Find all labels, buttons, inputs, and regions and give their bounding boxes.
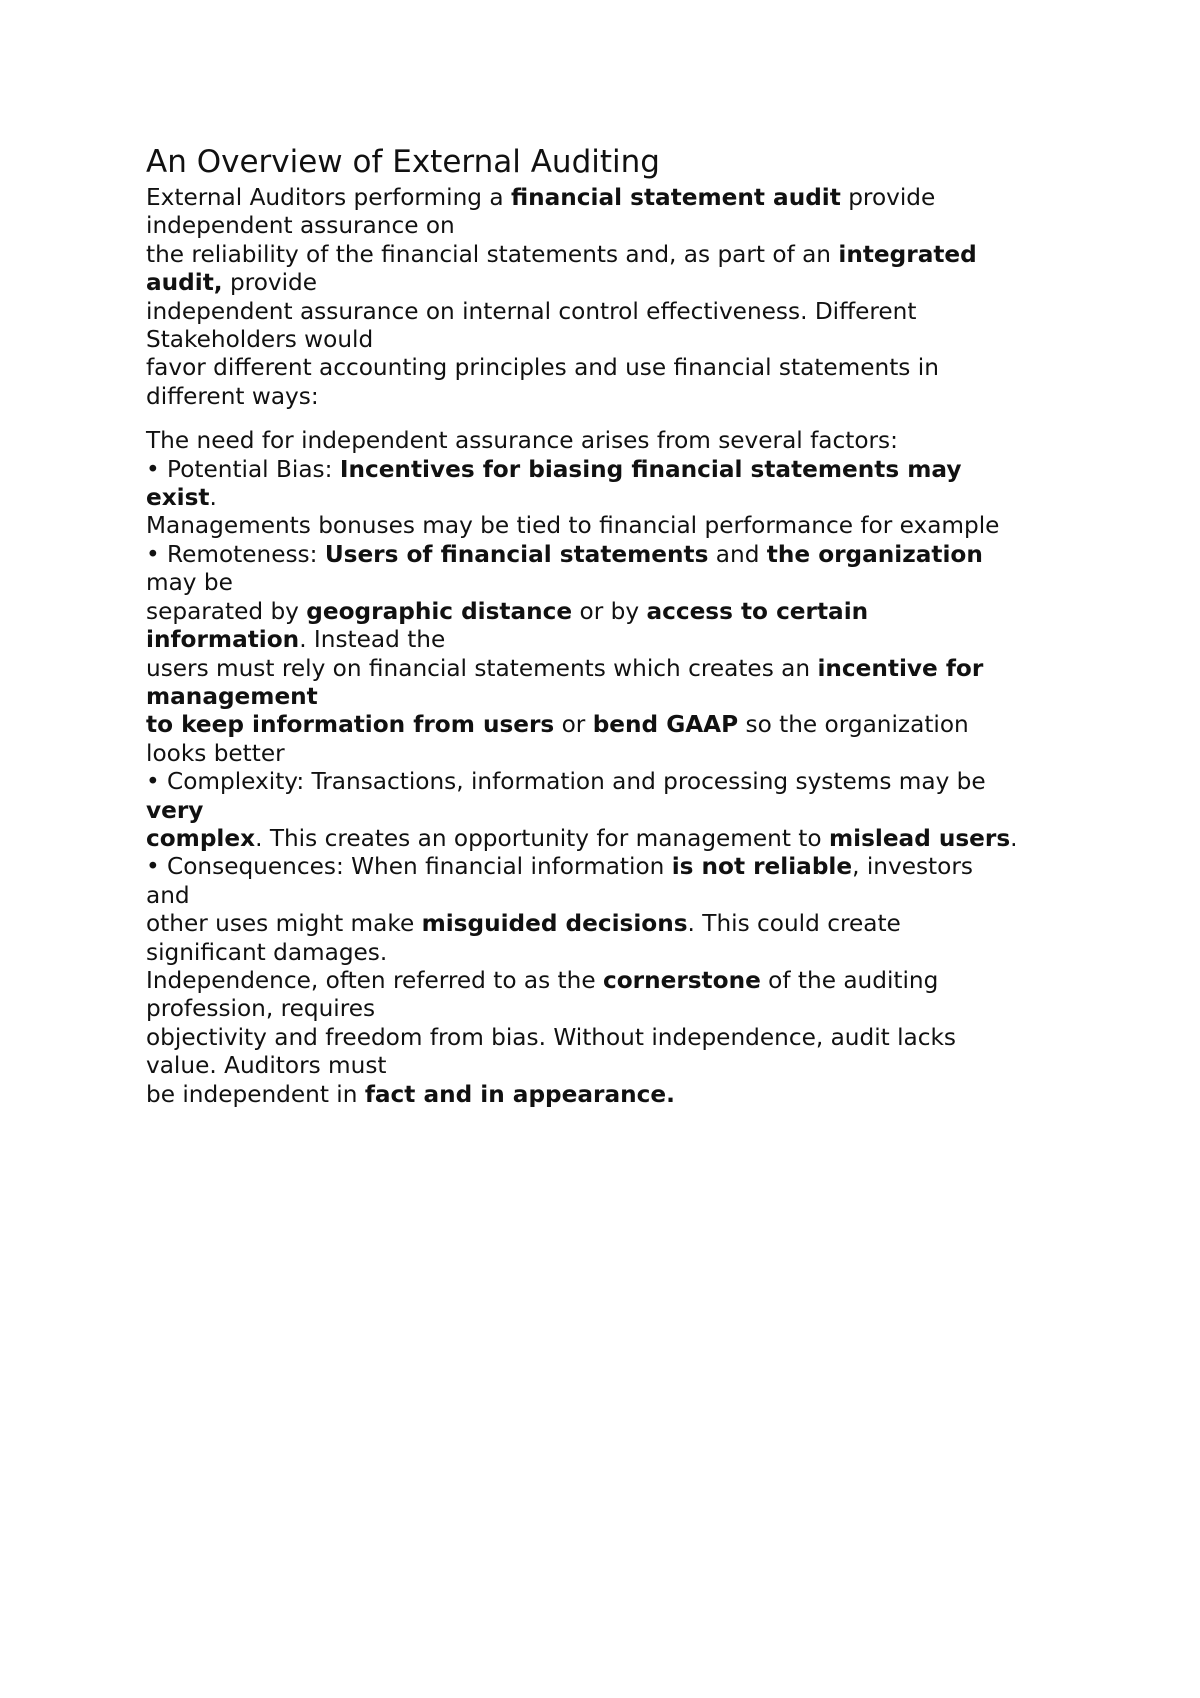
text-line	[146, 184, 1066, 212]
text-run: . This could create	[687, 910, 901, 938]
text-run: • Remoteness:	[146, 540, 325, 568]
intro-paragraph	[146, 184, 1066, 411]
text-run: .	[209, 484, 217, 512]
text-line	[146, 825, 1066, 853]
factors-paragraph	[146, 427, 1066, 1109]
text-run: . This creates an opportunity for management to	[255, 824, 829, 852]
text-run: looks better	[146, 739, 285, 767]
text-run: and	[708, 540, 767, 568]
bold-text: very	[146, 796, 204, 824]
text-line	[146, 1081, 1066, 1109]
text-line	[146, 626, 1066, 654]
text-line	[146, 212, 1066, 240]
text-line	[146, 456, 1066, 484]
text-run: different ways:	[146, 382, 319, 410]
text-line	[146, 882, 1066, 910]
text-run: • Potential Bias:	[146, 455, 340, 483]
text-run: users must rely on financial statements which creates an	[146, 654, 818, 682]
text-line	[146, 683, 1066, 711]
text-line	[146, 853, 1066, 881]
text-line	[146, 797, 1066, 825]
text-run: or	[554, 711, 593, 739]
text-line	[146, 569, 1066, 597]
bold-text: Incentives for biasing financial statements may	[339, 455, 962, 483]
text-run: , investors	[852, 853, 973, 881]
bold-text: financial statement audit	[510, 184, 841, 211]
bold-text: misguided decisions	[421, 910, 688, 938]
text-line	[146, 354, 1066, 382]
bold-text: complex	[146, 824, 256, 852]
text-run: favor different accounting principles and use financial statements in	[146, 354, 939, 382]
text-line	[146, 541, 1066, 569]
text-line	[146, 269, 1066, 297]
bold-text: is not reliable	[671, 853, 853, 881]
bold-text: to keep information from users	[146, 711, 555, 739]
document-title: An Overview of External Auditing	[146, 144, 660, 180]
bold-text: geographic distance	[306, 597, 573, 625]
bold-text: exist	[146, 484, 210, 512]
text-line	[146, 967, 1066, 995]
text-run: be independent in	[146, 1080, 365, 1108]
text-line	[146, 939, 1066, 967]
text-run: the reliability of the financial statements and, as part of an	[146, 240, 839, 268]
text-run: separated by	[146, 597, 307, 625]
text-run: • Consequences: When financial information	[146, 853, 672, 881]
text-run: significant damages.	[146, 938, 388, 966]
bold-text: Users of financial statements	[324, 540, 709, 568]
text-run: independent assurance on internal control effectiveness. Different	[146, 297, 917, 325]
text-run: provide	[840, 184, 936, 211]
bold-text: incentive for	[817, 654, 984, 682]
text-run: profession, requires	[146, 995, 376, 1023]
text-run: .	[1010, 824, 1018, 852]
bold-text: the organization	[766, 540, 983, 568]
text-line	[146, 711, 1066, 739]
paragraph-spacer	[146, 411, 1066, 427]
text-run: so the organization	[738, 711, 969, 739]
text-line	[146, 484, 1066, 512]
text-run: independent assurance on	[146, 212, 455, 240]
bold-text: audit,	[146, 269, 223, 297]
text-run: Managements bonuses may be tied to financial performance for example	[146, 512, 1000, 540]
text-line	[146, 512, 1066, 540]
text-line	[146, 241, 1066, 269]
text-run: External Auditors performing a	[146, 184, 511, 211]
text-run: other uses might make	[146, 910, 422, 938]
text-line	[146, 1024, 1066, 1052]
bold-text: management	[146, 682, 318, 710]
text-run: or by	[572, 597, 647, 625]
text-line	[146, 655, 1066, 683]
text-run: Independence, often referred to as the	[146, 966, 603, 994]
bold-text: mislead users	[828, 824, 1011, 852]
text-run: objectivity and freedom from bias. Without independence, audit lacks	[146, 1023, 957, 1051]
bold-text: fact and in appearance.	[364, 1080, 675, 1108]
text-run: of the auditing	[760, 966, 939, 994]
bold-text: cornerstone	[602, 966, 761, 994]
bold-text: information	[146, 626, 300, 654]
document-page	[146, 142, 1066, 1109]
text-line	[146, 326, 1066, 354]
text-run: • Complexity: Transactions, information and processing systems may be	[146, 768, 986, 796]
text-line	[146, 995, 1066, 1023]
text-run: may be	[146, 569, 233, 597]
text-line	[146, 1052, 1066, 1080]
text-line	[146, 598, 1066, 626]
text-line	[146, 427, 1066, 455]
bold-text: integrated	[838, 240, 977, 268]
text-run: The need for independent assurance arises from several factors:	[146, 427, 898, 455]
text-line	[146, 740, 1066, 768]
text-line	[146, 910, 1066, 938]
text-line	[146, 298, 1066, 326]
bold-text: bend GAAP	[592, 711, 739, 739]
text-run: Stakeholders would	[146, 326, 374, 354]
text-run: provide	[222, 269, 318, 297]
text-run: and	[146, 881, 190, 909]
text-run: . Instead the	[299, 626, 446, 654]
text-line	[146, 768, 1066, 796]
bold-text: access to certain	[646, 597, 869, 625]
text-run: value. Auditors must	[146, 1052, 387, 1080]
text-line	[146, 383, 1066, 411]
